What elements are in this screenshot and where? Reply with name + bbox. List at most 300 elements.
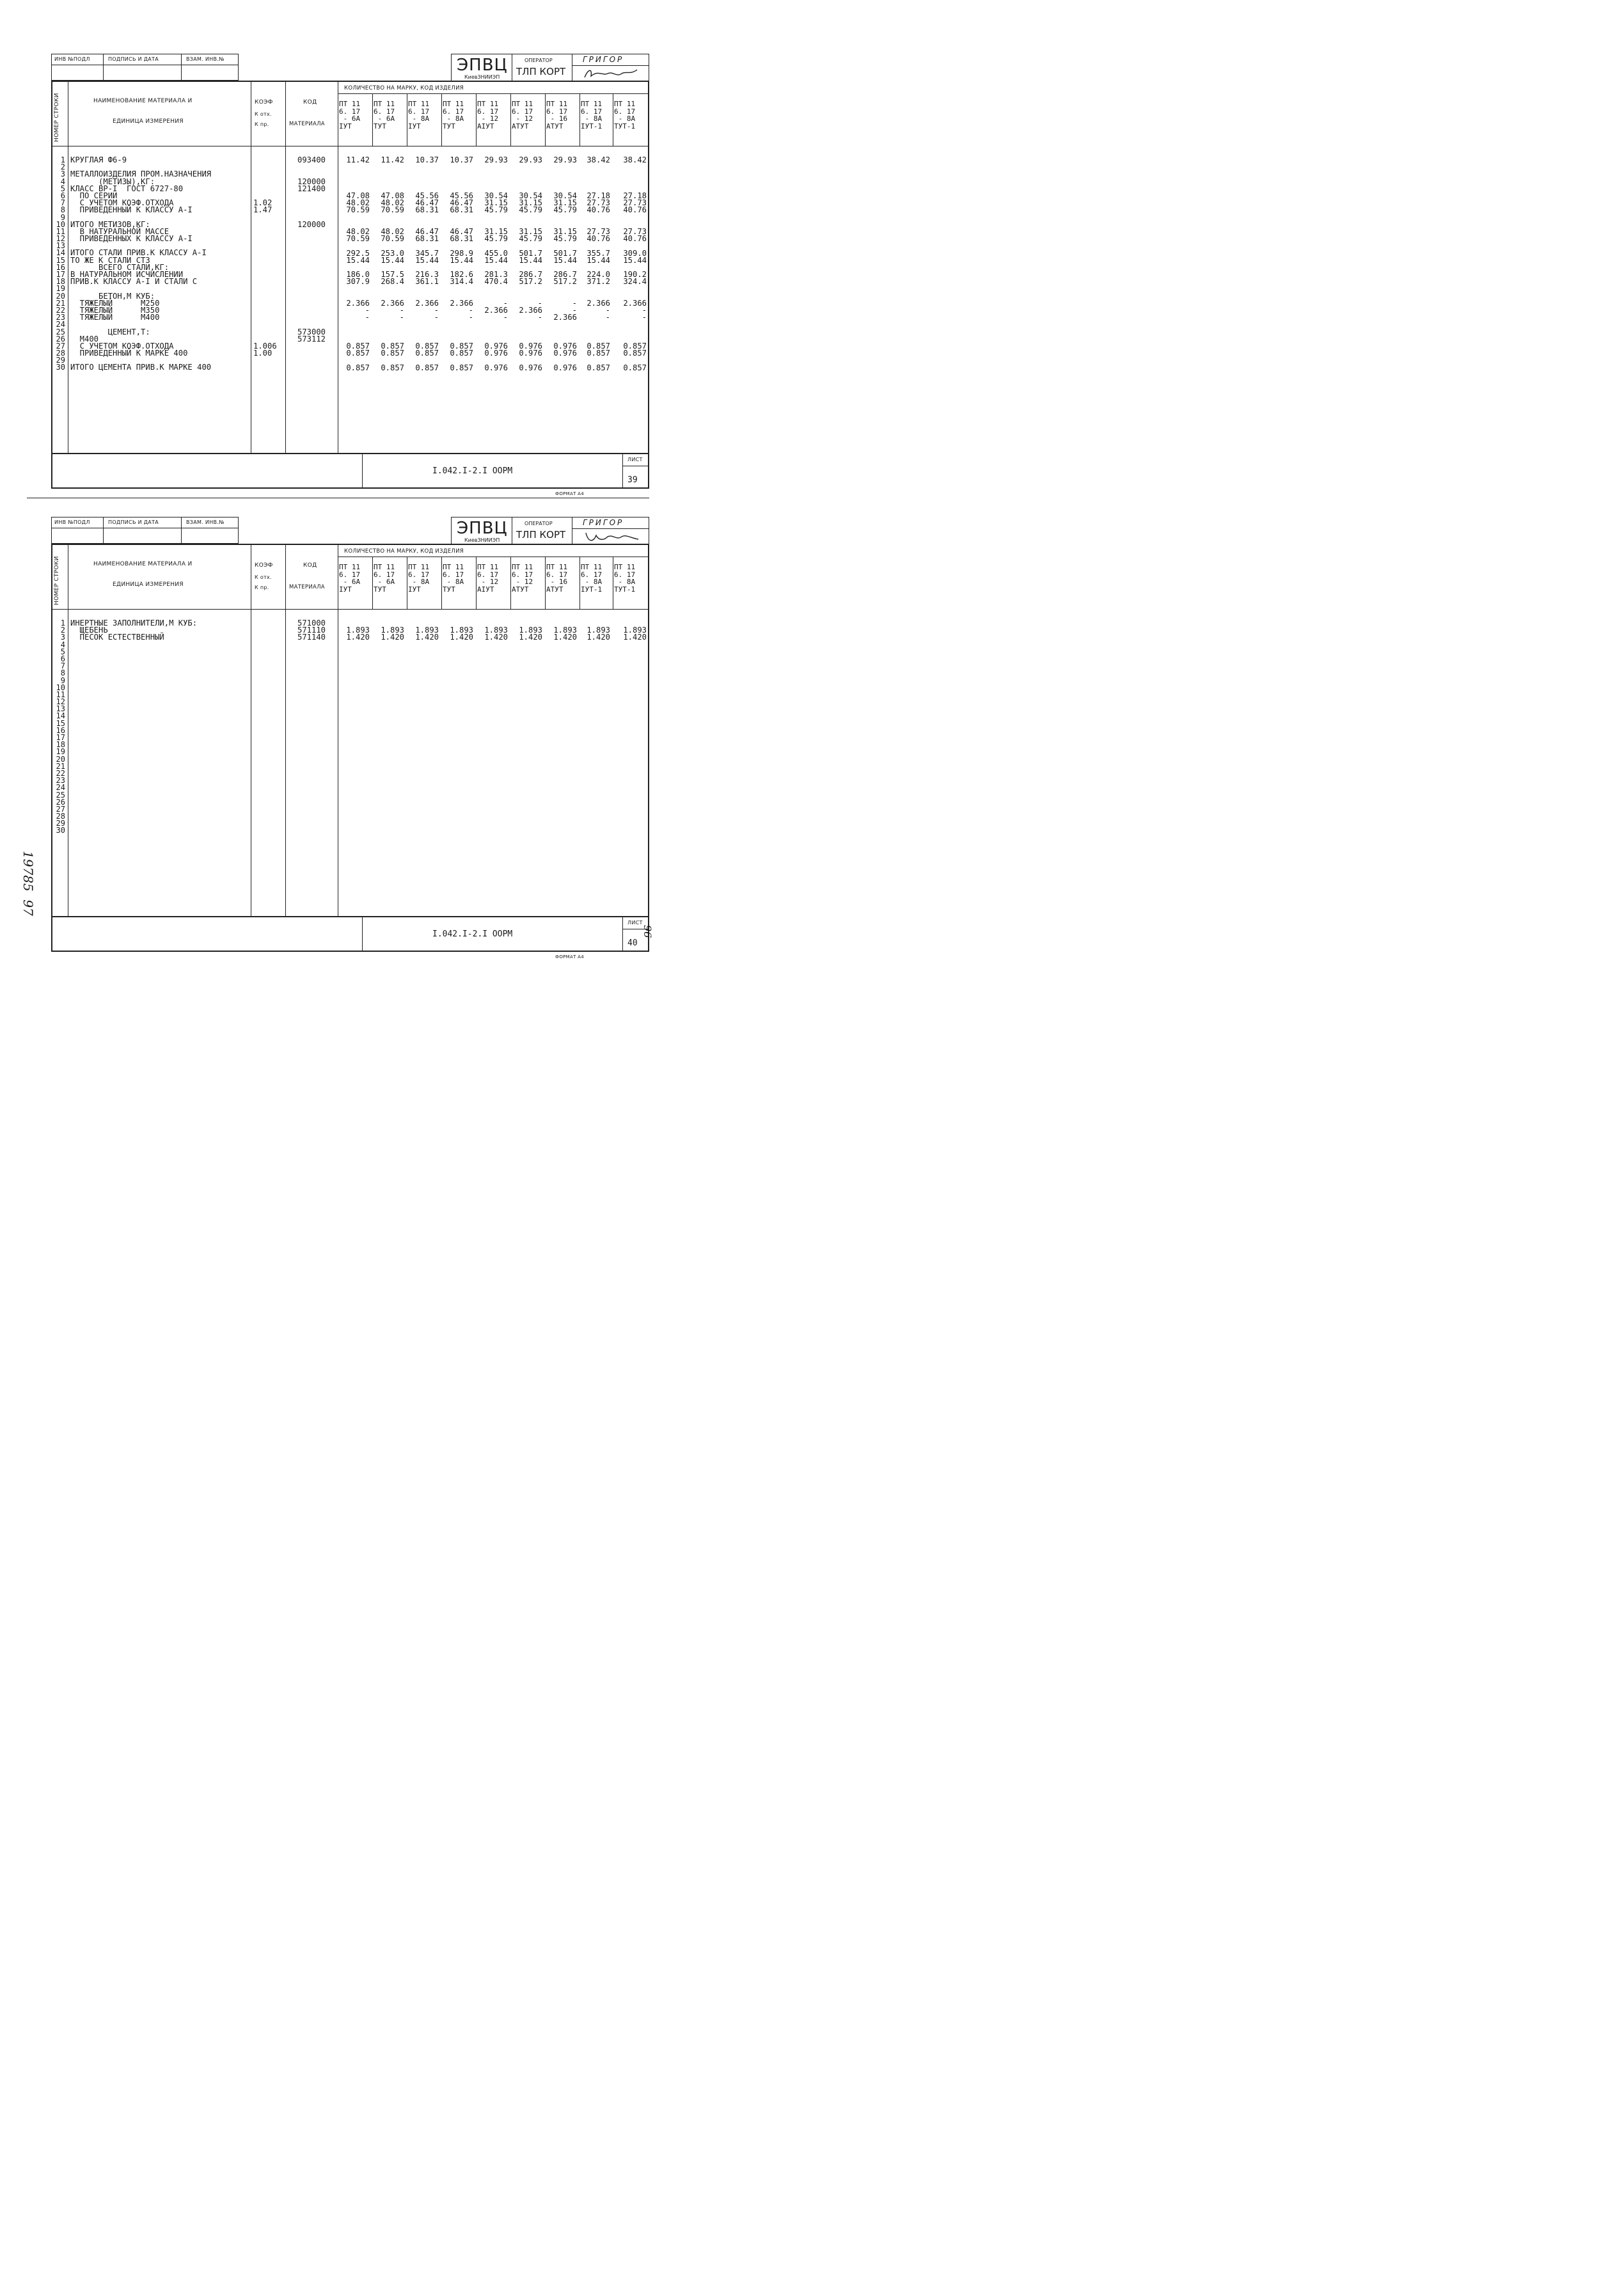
row-number: 5 — [60, 184, 65, 193]
material-code — [288, 300, 335, 307]
quantity-cell: 40.76 — [587, 234, 610, 244]
row-number: 1 — [60, 619, 65, 628]
coefficient — [253, 221, 277, 228]
quantity-cell: - — [434, 313, 439, 322]
material-name: БЕТОН,М КУБ: — [70, 291, 155, 301]
quantity-cell: 286.7 — [519, 270, 542, 280]
quantity-cell: - — [605, 313, 610, 322]
material-name: ЦЕМЕНТ,Т: — [70, 327, 150, 336]
mark-header-3: ПТ 11 6. 17 - 8А IУТ — [408, 100, 430, 130]
quantity-cell: 0.857 — [346, 363, 370, 372]
row-number: 16 — [56, 725, 65, 735]
sheet-number: 39 — [627, 475, 638, 485]
quantity-cell: 2.366 — [346, 299, 370, 308]
material-name — [70, 741, 197, 748]
material-code — [288, 364, 335, 371]
quantity-cell: 2.366 — [450, 299, 473, 308]
name-header-line2: ЕДИНИЦА ИЗМЕРЕНИЯ — [113, 581, 184, 588]
quantity-cell: 0.857 — [381, 342, 404, 351]
material-code: 571140 — [297, 633, 326, 642]
row-number: 21 — [56, 298, 65, 308]
coefficient: 1.47 — [253, 205, 272, 215]
quantity-cell: 29.93 — [553, 155, 577, 164]
row-number: 15 — [56, 718, 65, 728]
row-number: 16 — [56, 262, 65, 272]
material-code — [288, 706, 335, 713]
material-code — [288, 264, 335, 271]
quantity-cell: 31.15 — [553, 198, 577, 208]
row-number: 1 — [60, 155, 65, 164]
margin-note-left: 19785 97 — [20, 851, 36, 916]
material-name — [70, 799, 197, 806]
quantity-cell: 0.857 — [587, 363, 610, 372]
coefficient — [253, 157, 277, 164]
quantity-cell: 70.59 — [346, 234, 370, 244]
coefficient — [253, 186, 277, 193]
material-name: ТЯЖЕЛЫЙ М400 — [70, 313, 160, 322]
material-name: ИТОГО ЦЕМЕНТА ПРИВ.К МАРКЕ 400 — [70, 363, 212, 372]
row-number: 6 — [60, 654, 65, 663]
row-number: 23 — [56, 776, 65, 786]
row-number: 14 — [56, 711, 65, 721]
material-code: 571000 — [297, 619, 326, 628]
row-number: 7 — [60, 198, 65, 208]
coefficient — [253, 257, 277, 264]
quantity-cell: 1.420 — [450, 633, 473, 642]
quantity-cell: 0.857 — [415, 363, 439, 372]
code-header-line1: КОД — [303, 99, 317, 106]
material-code — [288, 307, 335, 314]
quantity-cell: 10.37 — [450, 155, 473, 164]
quantity-cell: 11.42 — [346, 155, 370, 164]
quantity-cell: 224.0 — [587, 270, 610, 280]
quantity-cell: 31.15 — [519, 227, 542, 236]
sheet-label: ЛИСТ — [627, 457, 643, 462]
quantity-cell: 31.15 — [553, 227, 577, 236]
quantity-cell: 186.0 — [346, 270, 370, 280]
quantity-cell: 0.857 — [415, 342, 439, 351]
quantity-cell: 68.31 — [450, 234, 473, 244]
coefficient — [253, 271, 277, 278]
row-number: 27 — [56, 341, 65, 351]
material-name — [70, 806, 197, 813]
row-number: 11 — [56, 690, 65, 699]
quantity-cell: 2.366 — [587, 299, 610, 308]
material-name — [70, 663, 197, 670]
quantity-cell: 0.976 — [553, 349, 577, 358]
quantity-cell: 31.15 — [484, 198, 508, 208]
material-code — [288, 642, 335, 649]
code-header-line2: МАТЕРИАЛА — [289, 584, 325, 590]
quantity-cell: 1.420 — [381, 633, 404, 642]
material-code — [288, 691, 335, 699]
quantity-cell: 1.893 — [484, 626, 508, 635]
quantity-cell: 70.59 — [381, 205, 404, 215]
quantity-cell: 27.73 — [587, 198, 610, 208]
quantity-cell: 371.2 — [587, 277, 610, 287]
coefficient — [253, 307, 277, 314]
row-number: 4 — [60, 177, 65, 186]
material-code — [288, 813, 335, 820]
material-code — [288, 777, 335, 784]
quantity-cell: 0.976 — [484, 349, 508, 358]
material-code — [288, 827, 335, 834]
material-name: ПРИВЕДЕННЫЙ К КЛАССУ А-I — [70, 205, 193, 215]
quantity-cell: 157.5 — [381, 270, 404, 280]
coefficient — [253, 235, 277, 242]
quantity-cell: 268.4 — [381, 277, 404, 287]
quantity-cell: 1.420 — [484, 633, 508, 642]
material-name: ПРИВ.К КЛАССУ А-I И СТАЛИ С — [70, 277, 198, 287]
row-number: 29 — [56, 819, 65, 828]
material-code: 120000 — [297, 219, 326, 229]
row-number: 9 — [60, 212, 65, 222]
quantity-cell: 314.4 — [450, 277, 473, 287]
material-code — [288, 164, 335, 171]
material-name — [70, 642, 197, 649]
quantity-cell: 45.79 — [484, 234, 508, 244]
quantity-cell: - — [537, 313, 542, 322]
quantity-cell: 68.31 — [450, 205, 473, 215]
quantity-cell: 68.31 — [415, 205, 439, 215]
quantity-cell: - — [365, 306, 370, 315]
quantity-cell: 30.54 — [553, 191, 577, 200]
material-name: М400 — [70, 334, 99, 344]
operator-value: ТЛП КОРТ — [516, 529, 566, 541]
quantity-cell: - — [572, 306, 577, 315]
material-name: ЩЕБЕНЬ — [70, 626, 108, 635]
row-number: 28 — [56, 812, 65, 821]
material-code — [288, 285, 335, 292]
quantity-cell: - — [468, 306, 473, 315]
quantity-cell: - — [503, 299, 508, 308]
row-number: 2 — [60, 626, 65, 635]
quantity-cell: 455.0 — [484, 248, 508, 258]
mark-header-4: ПТ 11 6. 17 - 8А ТУТ — [443, 563, 464, 594]
material-code — [288, 756, 335, 763]
quantity-cell: 29.93 — [519, 155, 542, 164]
row-number: 5 — [60, 647, 65, 656]
quantity-cell: 0.857 — [450, 363, 473, 372]
quantity-cell: 15.44 — [519, 255, 542, 265]
material-name — [70, 820, 197, 827]
inv-label: ИНВ №ПОДЛ — [54, 56, 90, 62]
coef-header-line1: КОЭФ — [255, 562, 273, 569]
material-name — [70, 813, 197, 820]
title-block — [51, 916, 649, 952]
row-numbers — [54, 157, 65, 372]
material-code — [288, 278, 335, 285]
mark-header-9: ПТ 11 6. 17 - 8А ТУТ-1 — [614, 100, 636, 130]
quantity-cell: 47.08 — [346, 191, 370, 200]
material-name — [70, 777, 197, 784]
coefficient — [253, 357, 277, 364]
row-number: 29 — [56, 356, 65, 365]
row-number: 12 — [56, 697, 65, 707]
sign-label: ПОДПИСЬ И ДАТА — [108, 519, 159, 525]
quantity-cell: 45.79 — [519, 205, 542, 215]
material-name — [70, 670, 197, 677]
quantity-cell: 45.79 — [519, 234, 542, 244]
quantity-cell: 1.893 — [346, 626, 370, 635]
quantity-cell: 1.893 — [381, 626, 404, 635]
material-name: (МЕТИЗЫ),КГ: — [70, 177, 155, 186]
row-number: 14 — [56, 248, 65, 258]
mark-header-3: ПТ 11 6. 17 - 8А IУТ — [408, 563, 430, 594]
quantity-cell: 216.3 — [415, 270, 439, 280]
coefficient — [253, 171, 277, 178]
quantity-cell: - — [434, 306, 439, 315]
spec-sheet-40 — [0, 463, 704, 997]
coefficient — [253, 228, 277, 235]
quantity-cell: 45.79 — [484, 205, 508, 215]
quantity-cell: 1.420 — [553, 633, 577, 642]
quantity-cell: 40.76 — [623, 234, 647, 244]
quantity-cell: 27.73 — [587, 227, 610, 236]
quantity-cell: 30.54 — [519, 191, 542, 200]
sign-label: ПОДПИСЬ И ДАТА — [108, 56, 159, 62]
coefficient — [253, 314, 277, 321]
quantity-cell: 46.47 — [415, 227, 439, 236]
quantity-cell: 15.44 — [623, 255, 647, 265]
quantity-cell: 40.76 — [623, 205, 647, 215]
quantity-cell: 68.31 — [415, 234, 439, 244]
quantity-cell: 2.366 — [381, 299, 404, 308]
quantity-cell: 517.2 — [519, 277, 542, 287]
quantity-cell: 345.7 — [415, 248, 439, 258]
quantity-cell: 253.0 — [381, 248, 404, 258]
quantity-cell: 0.976 — [553, 342, 577, 351]
operator-value: ТЛП КОРТ — [516, 66, 566, 77]
vzam-label: ВЗАМ. ИНВ.№ — [186, 519, 225, 525]
quantity-cell: - — [365, 313, 370, 322]
quantity-cell: 1.420 — [415, 633, 439, 642]
quantity-cell: 0.857 — [346, 349, 370, 358]
quantity-cell: 0.857 — [623, 349, 647, 358]
quantity-cell: 0.976 — [553, 363, 577, 372]
mark-header-8: ПТ 11 6. 17 - 8А IУТ-1 — [581, 100, 603, 130]
quantity-cell: 10.37 — [415, 155, 439, 164]
mark-header-7: ПТ 11 6. 17 - 16 АТУТ — [546, 100, 568, 130]
quantity-cell: 27.18 — [587, 191, 610, 200]
coefficient — [253, 321, 277, 328]
quantity-cell: 182.6 — [450, 270, 473, 280]
material-code — [288, 271, 335, 278]
material-code — [288, 207, 335, 214]
row-number: 13 — [56, 704, 65, 714]
material-code — [288, 228, 335, 235]
material-code — [288, 820, 335, 827]
row-number: 22 — [56, 768, 65, 778]
name-header-line2: ЕДИНИЦА ИЗМЕРЕНИЯ — [113, 118, 184, 125]
coefficient — [253, 242, 277, 249]
row-number: 20 — [56, 754, 65, 764]
material-name — [70, 684, 197, 691]
material-code — [288, 792, 335, 799]
org-stamp — [451, 517, 649, 545]
quantity-cell: 2.366 — [484, 306, 508, 315]
coefficient — [253, 178, 277, 186]
quantity-cell: 0.857 — [450, 349, 473, 358]
coef-header-line3: К пр. — [255, 122, 269, 127]
coefficient — [253, 293, 277, 300]
coefficient: 1.006 — [253, 341, 277, 351]
coefficients — [253, 157, 277, 372]
quantity-cell: 70.59 — [346, 205, 370, 215]
material-name — [70, 748, 197, 755]
margin-note-right: 96 — [642, 925, 654, 938]
quantity-cell: 30.54 — [484, 191, 508, 200]
material-code — [288, 699, 335, 706]
quantity-cell: 0.857 — [623, 363, 647, 372]
org-name: КиевЗНИИЭП — [464, 74, 500, 80]
material-code: 093400 — [297, 155, 326, 164]
quantity-cell: 1.893 — [450, 626, 473, 635]
material-name — [70, 720, 197, 727]
quantity-cell: 0.857 — [346, 342, 370, 351]
quantity-cell: 2.366 — [415, 299, 439, 308]
quantity-cell: 48.02 — [381, 198, 404, 208]
material-code — [288, 235, 335, 242]
material-name: КЛАСС ВР-I ГОСТ 6727-80 — [70, 184, 184, 193]
quantity-cell: 48.02 — [381, 227, 404, 236]
material-name: ПРИВЕДЕННЫХ К КЛАССУ А-I — [70, 234, 193, 244]
quantity-cell: 1.893 — [553, 626, 577, 635]
row-number: 18 — [56, 740, 65, 750]
row-number: 2 — [60, 162, 65, 172]
quantity-cell: - — [468, 313, 473, 322]
quantity-cell: - — [537, 299, 542, 308]
material-code — [288, 343, 335, 350]
material-code — [288, 649, 335, 656]
quantity-cell: 355.7 — [587, 248, 610, 258]
quantity-cell: 40.76 — [587, 205, 610, 215]
material-code — [288, 357, 335, 364]
vzam-label: ВЗАМ. ИНВ.№ — [186, 56, 225, 62]
coefficient — [253, 214, 277, 221]
inv-label: ИНВ №ПОДЛ — [54, 519, 90, 525]
material-code — [288, 720, 335, 727]
material-code — [288, 684, 335, 691]
material-code — [288, 257, 335, 264]
material-code — [288, 727, 335, 734]
quantity-cell: 46.47 — [450, 198, 473, 208]
material-name: ИНЕРТНЫЕ ЗАПОЛНИТЕЛИ,М КУБ: — [70, 619, 198, 628]
quantity-cell: 45.56 — [415, 191, 439, 200]
row-number: 8 — [60, 668, 65, 678]
spec-sheet-39 — [0, 0, 704, 505]
quantity-cell: 2.366 — [553, 313, 577, 322]
mark-header-5: ПТ 11 6. 17 - 12 АIУТ — [477, 100, 499, 130]
sheet-number: 40 — [627, 938, 638, 948]
quantity-cell: 27.18 — [623, 191, 647, 200]
material-name: ИТОГО СТАЛИ ПРИВ.К КЛАССУ А-I — [70, 248, 207, 258]
row-number-header: НОМЕР СТРОКИ — [54, 93, 60, 142]
quantity-header: КОЛИЧЕСТВО НА МАРКУ, КОД ИЗДЕЛИЯ — [344, 548, 464, 555]
quantity-cell: 27.73 — [623, 227, 647, 236]
row-number: 26 — [56, 334, 65, 344]
quantity-cell: 0.976 — [484, 363, 508, 372]
quantity-cell: 1.893 — [623, 626, 647, 635]
material-codes — [288, 157, 335, 372]
quantity-cell: - — [399, 306, 404, 315]
quantity-cell: 48.02 — [346, 198, 370, 208]
org-name: КиевЗНИИЭП — [464, 537, 500, 543]
row-number: 26 — [56, 797, 65, 807]
material-name — [70, 713, 197, 720]
material-name: С УЧЕТОМ КОЭФ.ОТХОДА — [70, 198, 174, 208]
quantity-cell: 27.73 — [623, 198, 647, 208]
coef-header-line3: К пр. — [255, 585, 269, 590]
coef-header-line2: К отх. — [255, 111, 272, 117]
material-code — [288, 350, 335, 357]
material-code — [288, 741, 335, 748]
handwritten-name: ГРИГОР — [583, 55, 624, 64]
coefficient: 1.02 — [253, 198, 272, 208]
material-name — [70, 677, 197, 684]
row-number: 30 — [56, 826, 65, 835]
coefficient: 1.00 — [253, 349, 272, 358]
row-number: 19 — [56, 284, 65, 294]
quantity-cell: 1.420 — [519, 633, 542, 642]
signature-icon — [579, 66, 643, 81]
quantity-cell: 517.2 — [553, 277, 577, 287]
material-name: В НАТУРАЛЬНОМ ИСЧИСЛЕНИИ — [70, 270, 184, 279]
material-name: ПЕСОК ЕСТЕСТВЕННЫЙ — [70, 633, 164, 642]
quantity-cell: 0.976 — [519, 342, 542, 351]
coef-header-line2: К отх. — [255, 574, 272, 580]
org-logo: ЭПВЦ — [457, 519, 508, 538]
material-name — [70, 792, 197, 799]
format-label: ФОРМАТ А4 — [555, 954, 585, 959]
coefficient — [253, 264, 277, 271]
coef-header-line1: КОЭФ — [255, 99, 273, 106]
material-code — [288, 763, 335, 770]
row-number: 17 — [56, 270, 65, 279]
row-number: 18 — [56, 277, 65, 287]
row-number: 23 — [56, 313, 65, 322]
row-number: 21 — [56, 761, 65, 771]
org-logo: ЭПВЦ — [457, 56, 508, 75]
mark-header-9: ПТ 11 6. 17 - 8А ТУТ-1 — [614, 563, 636, 594]
quantity-cell: 46.47 — [415, 198, 439, 208]
quantity-cell: 281.3 — [484, 270, 508, 280]
material-names — [70, 157, 211, 372]
material-code — [288, 656, 335, 663]
material-name — [70, 706, 197, 713]
coefficient — [253, 249, 277, 257]
name-header-line1: НАИМЕНОВАНИЕ МАТЕРИАЛА И — [93, 561, 193, 567]
quantity-cell: 1.893 — [415, 626, 439, 635]
approval-stamp — [51, 517, 239, 544]
org-stamp — [451, 54, 649, 82]
mark-header-2: ПТ 11 6. 17 - 6А ТУТ — [374, 563, 395, 594]
quantity-cell: 15.44 — [415, 255, 439, 265]
quantity-cell: 0.976 — [519, 363, 542, 372]
row-number: 4 — [60, 640, 65, 649]
material-code — [288, 249, 335, 257]
material-code — [288, 200, 335, 207]
quantity-cell: 309.0 — [623, 248, 647, 258]
row-number: 25 — [56, 327, 65, 336]
name-header-line1: НАИМЕНОВАНИЕ МАТЕРИАЛА И — [93, 98, 193, 104]
approval-stamp — [51, 54, 239, 81]
material-code: 121400 — [297, 184, 326, 193]
mark-header-5: ПТ 11 6. 17 - 12 АIУТ — [477, 563, 499, 594]
quantity-cell: 1.420 — [623, 633, 647, 642]
material-name — [70, 756, 197, 763]
quantity-cell: 0.857 — [415, 349, 439, 358]
